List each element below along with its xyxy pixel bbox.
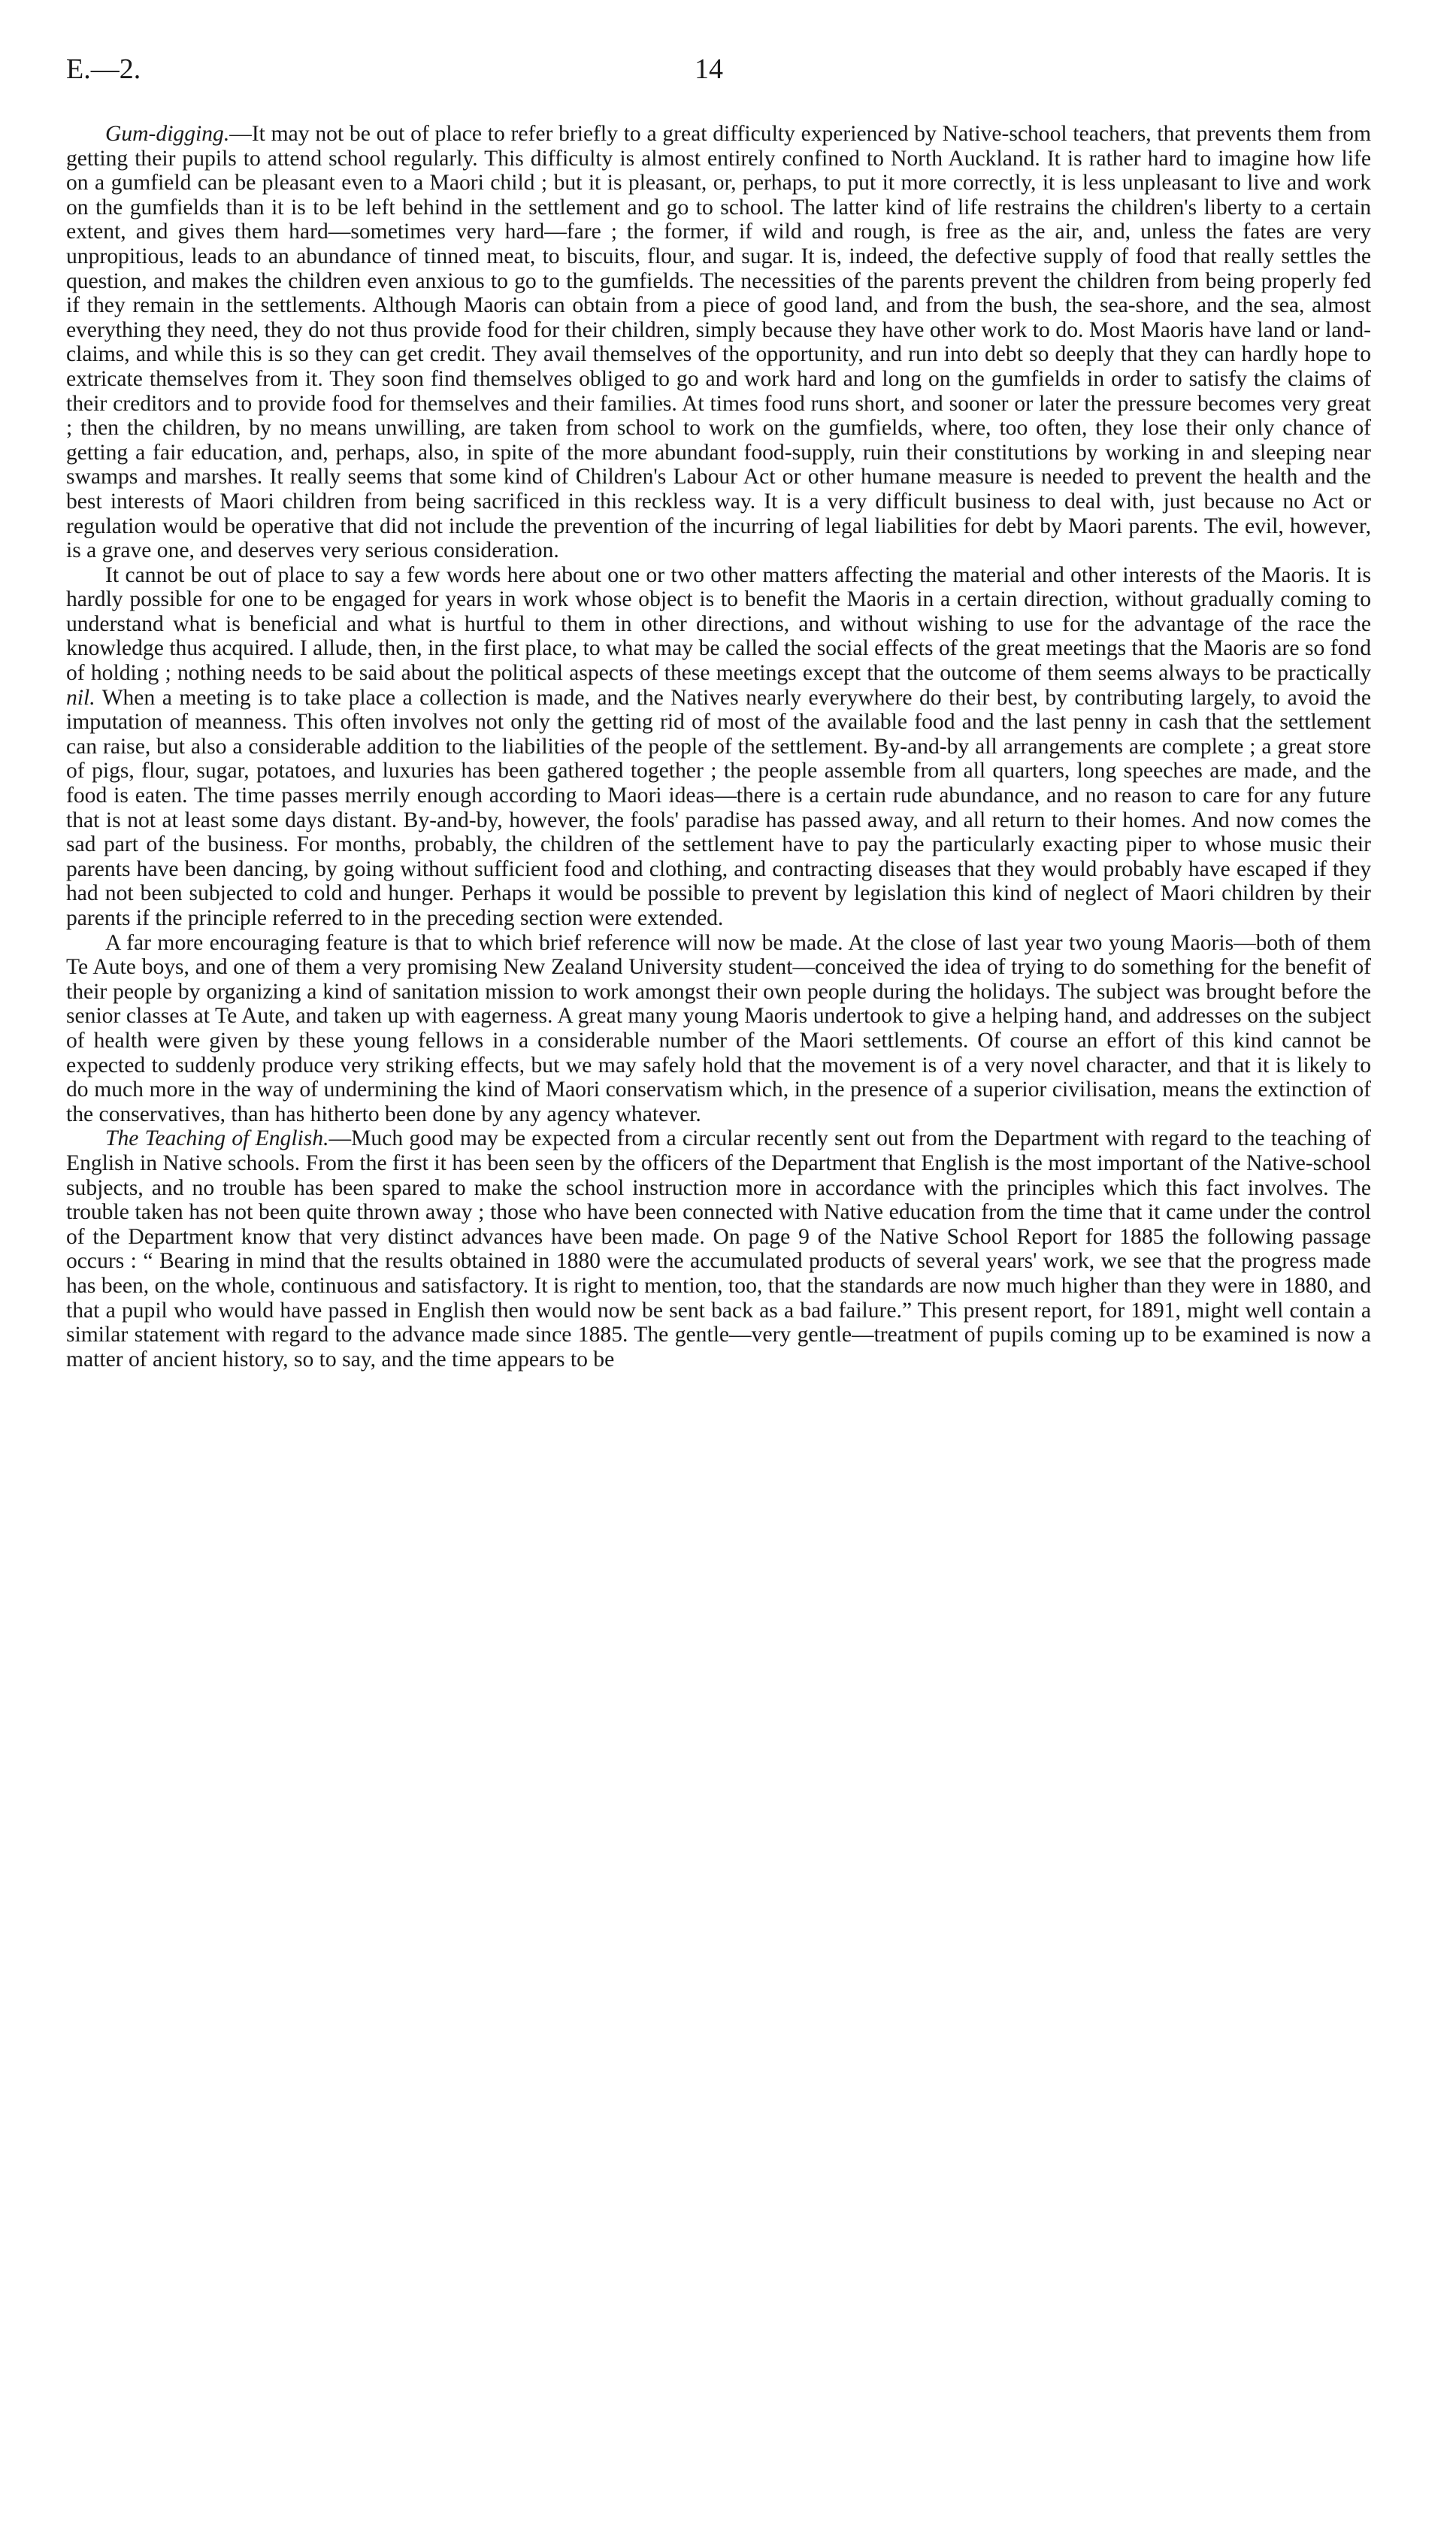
paragraph-gum-digging — [66, 122, 1371, 563]
paragraph-text: It cannot be out of place to say a few words here about one or two other matters affecting the material and other interests of the Maoris. It is hardly possible for one to be engaged for years in work whose object is to benefit the Maoris in a certain direction, without gradually coming to understand what is beneficial and what is hurtful to them in other directions, and without wishing to use for the advantage of the race the knowledge thus acquired. I allude, then, in the first place, to what may be called the social effects of the great meetings that the Maoris are so fond of holding ; nothing needs to be said about the political aspects of these meetings except that the outcome of them seems always to be practically — [66, 562, 1371, 686]
section-heading-teaching-of-english: The Teaching of English. — [105, 1126, 329, 1151]
paragraph-teaching-of-english — [66, 1126, 1371, 1372]
emphasis-nil: nil. — [66, 685, 95, 710]
body-text — [66, 122, 1371, 1372]
section-heading-gum-digging: Gum-digging. — [105, 122, 230, 146]
paragraph-text: When a meeting is to take place a collection is made, and the Natives nearly everywhere do their best, by contributing largely, to avoid the imputation of meanness. This often involves not only the getting rid of most of the available food and the last penny in cash that the settlement can raise, but also a considerable addition to the liabilities of the people of the settlement. By-and-by all arrangements are complete ; a great store of pigs, flour, sugar, potatoes, and luxuries has been gathered together ; the people assemble from all quarters, long speeches are made, and the food is eaten. The time passes merrily enough according to Maori ideas—there is a certain rude abundance, and no reason to care for any future that is not at least some days distant. By-and-by, however, the fools' paradise has passed away, and all return to their homes. And now comes the sad part of the business. For months, probably, the children of the settlement have to pay the particularly exacting piper to whose music their parents have been dancing, by going without sufficient food and clothing, and contracting diseases that they would probably have escaped if they had not been subjected to cold and hunger. Perhaps it would be possible to prevent by legislation this kind of neglect of Maori children by their parents if the principle referred to in the preceding section were extended. — [66, 685, 1371, 930]
paragraph-text: —Much good may be expected from a circular recently sent out from the Department with regard to the teaching of English in Native schools. From the first it has been seen by the officers of the Department that English is the most important of the Native-school subjects, and no trouble has been spared to make the school instruction more in accordance with the principles which this fact involves. The trouble taken has not been quite thrown away ; those who have been connected with Native education from the time that it came under the control of the Department know that very distinct advances have been made. On page 9 of the Native School Report for 1885 the following passage occurs : “ Bearing in mind that the results obtained in 1880 were the accumulated products of several years' work, we see that the progress made has been, on the whole, continuous and satisfactory. It is right to mention, too, that the standards are now much higher than they were in 1880, and that a pupil who would have passed in English then would now be sent back as a bad failure.” This present report, for 1891, might well contain a similar statement with regard to the advance made since 1885. The gentle—very gentle—treatment of pupils coming up to be examined is now a matter of ancient history, so to say, and the time appears to be — [66, 1126, 1371, 1372]
paragraph-text: A far more encouraging feature is that to which brief reference will now be made. At the close of last year two young Maoris—both of them Te Aute boys, and one of them a very promising New Zealand University student—conceived the idea of trying to do something for the benefit of their people by organizing a kind of sanitation mission to work amongst their own people during the holidays. The subject was brought before the senior classes at Te Aute, and taken up with eagerness. A great many young Maoris undertook to give a helping hand, and addresses on the subject of health were given by these young fellows in a considerable number of the Maori settlements. Of course an effort of this kind cannot be expected to suddenly produce very striking effects, but we may safely hold that the movement is of a very novel character, and that it is likely to do much more in the way of undermining the kind of Maori conservatism which, in the presence of a superior civilisation, means the extinction of the conservatives, than has hitherto been done by any agency whatever. — [66, 930, 1371, 1126]
page-header — [66, 53, 1390, 90]
report-reference: E.—2. — [66, 53, 141, 85]
paragraph-text: —It may not be out of place to refer briefly to a great difficulty experienced by Native-school teachers, that prevents them from getting their pupils to attend school regularly. This difficulty is almost entirely confined to North Auckland. It is rather hard to imagine how life on a gumfield can be pleasant even to a Maori child ; but it is pleasant, or, perhaps, to put it more correctly, it is less unpleasant to live and work on the gumfields than it is to be left behind in the settlement and go to school. The latter kind of life restrains the children's liberty to a certain extent, and gives them hard—sometimes very hard—fare ; the former, if wild and rough, is free as the air, and, unless the fates are very unpropitious, leads to an abundance of tinned meat, to biscuits, flour, and sugar. It is, indeed, the defective supply of food that really settles the question, and makes the children even anxious to go to the gumfields. The necessities of the parents prevent the children from being properly fed if they remain in the settlements. Although Maoris can obtain from a piece of good land, and from the bush, the sea-shore, and the sea, almost everything they need, they do not thus provide food for their children, simply because they have other work to do. Most Maoris have land or land-claims, and while this is so they can get credit. They avail themselves of the opportunity, and run into debt so deeply that they can hardly hope to extricate themselves from it. They soon find themselves obliged to go and work hard and long on the gumfields in order to satisfy the claims of their creditors and to provide food for themselves and their families. At times food runs short, and sooner or later the pressure becomes very great ; then the children, by no means unwilling, are taken from school to work on the gumfields, where, too often, they lose their only chance of getting a fair education, and, perhaps, also, in spite of the more abundant food-supply, ruin their constitutions by working in and sleeping near swamps and marshes. It really seems that some kind of Children's Labour Act or other humane measure is needed to prevent the health and the best interests of Maori children from being sacrificed in this reckless way. It is a very difficult business to deal with, just because no Act or regulation would be operative that did not include the prevention of the incurring of legal liabilities for debt by Maori parents. The evil, however, is a grave one, and deserves very serious consideration. — [66, 122, 1371, 563]
paragraph-sanitation-mission — [66, 931, 1371, 1127]
paragraph-meetings — [66, 563, 1371, 931]
page-number: 14 — [695, 53, 723, 85]
